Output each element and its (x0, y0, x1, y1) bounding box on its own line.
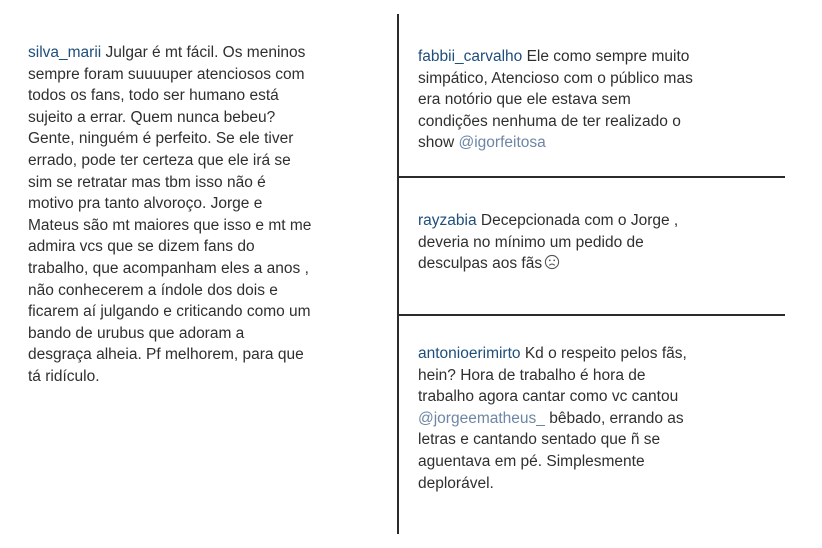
comment-text: sujeito a errar. Quem nunca bebeu? (28, 108, 276, 126)
comment-silva-marii (28, 42, 311, 388)
comment-text: errado, pode ter certeza que ele irá se (28, 151, 291, 169)
mention-link[interactable]: @jorgeematheus_ (418, 409, 545, 427)
comment-text: Decepcionada com o Jorge , (480, 212, 679, 229)
comment-text: não conhecerem a índole dos dois e (28, 281, 278, 299)
comment-text: era notório que ele estava sem (418, 91, 631, 109)
comment-text: trabalho agora cantar como vc cantou (418, 388, 679, 406)
comment-text: bando de urubus que adoram a (28, 324, 245, 342)
comment-text: simpático, Atencioso com o público mas (418, 69, 693, 87)
vertical-divider (397, 14, 399, 534)
comment-text: Gente, ninguém é perfeito. Se ele tiver (28, 130, 294, 148)
comment-text: Kd o respeito pelos fãs, (524, 345, 687, 362)
frowning-face-icon (544, 254, 560, 277)
comment-username[interactable]: fabbii_carvalho (418, 48, 523, 65)
comment-fabbii-carvalho (418, 46, 693, 154)
comment-antonioerimirto (418, 343, 687, 494)
comment-line (28, 42, 311, 64)
horizontal-divider-2 (399, 314, 785, 316)
horizontal-divider-1 (399, 176, 785, 178)
mention-link[interactable]: @igorfeitosa (458, 134, 546, 152)
comment-line (418, 253, 678, 277)
comment-text: deplorável. (418, 474, 494, 492)
comment-rayzabia (418, 210, 678, 277)
comment-line (418, 132, 693, 154)
comment-text: Julgar é mt fácil. Os meninos (105, 44, 306, 61)
comment-text: trabalho, que acompanham eles a anos , (28, 259, 309, 277)
comment-text: condições nenhuma de ter realizado o (418, 112, 681, 130)
comment-line (418, 210, 678, 232)
comment-text: tá ridículo. (28, 367, 100, 385)
comment-text: motivo pra tanto alvoroço. Jorge e (28, 195, 263, 213)
comment-line (418, 408, 687, 430)
comment-username[interactable]: rayzabia (418, 212, 477, 229)
comment-text: show (418, 134, 455, 152)
comment-text: admira vcs que se dizem fans do (28, 238, 255, 256)
comment-text: desculpas aos fãs (418, 255, 543, 273)
comment-line (418, 343, 687, 365)
comment-text: hein? Hora de trabalho é hora de (418, 366, 646, 384)
comment-username[interactable]: silva_marii (28, 44, 102, 61)
comment-text: Mateus são mt maiores que isso e mt me (28, 216, 312, 234)
comment-text: sempre foram suuuuper atenciosos com (28, 65, 305, 83)
comment-text: aguentava em pé. Simplesmente (418, 452, 645, 470)
comment-text: todos os fans, todo ser humano está (28, 87, 279, 105)
comment-text: bêbado, errando as (549, 409, 684, 427)
comment-text: desgraça alheia. Pf melhorem, para que (28, 346, 304, 364)
comment-line (418, 46, 693, 68)
comment-text: deveria no mínimo um pedido de (418, 233, 644, 251)
comment-text: Ele como sempre muito (526, 48, 690, 65)
comment-text: letras e cantando sentado que ñ se (418, 431, 661, 449)
comment-text: sim se retratar mas tbm isso não é (28, 173, 266, 191)
comment-username[interactable]: antonioerimirto (418, 345, 521, 362)
comment-text: ficarem aí julgando e criticando como um (28, 303, 311, 321)
